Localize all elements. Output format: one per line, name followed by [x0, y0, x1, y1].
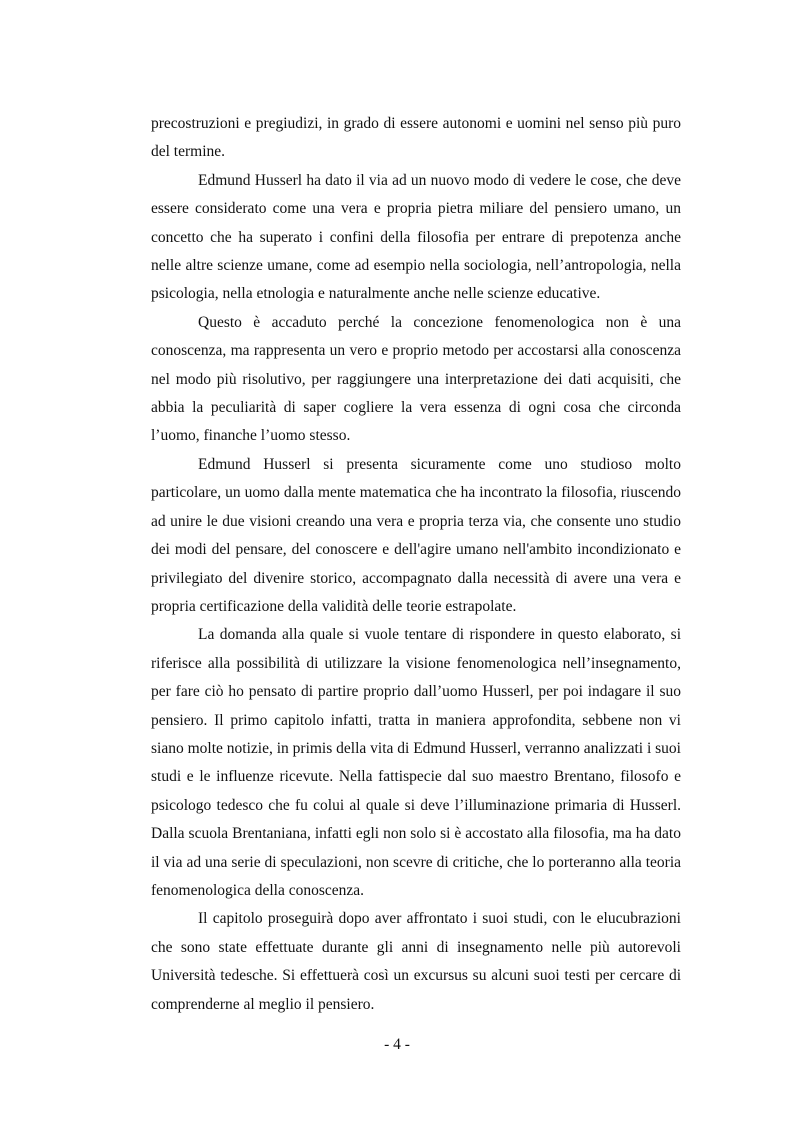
paragraph-continuation: precostruzioni e pregiudizi, in grado di essere autonomi e uomini nel senso più puro del termine. — [151, 115, 681, 161]
body-text — [151, 110, 681, 1019]
paragraph: Questo è accaduto perché la concezione fenomenologica non è una conoscenza, ma rappresenta un vero e proprio metodo per accostarsi alla conoscenza nel modo più risolutivo, per raggiungere una interpretazione dei dati acquisiti, che abbia la peculiarità di saper cogliere la vera essenza di ogni cosa che circonda l’uomo, finanche l’uomo stesso. — [151, 313, 681, 445]
page-number: - 4 - — [384, 1036, 410, 1053]
paragraph: Edmund Husserl si presenta sicuramente come uno studioso molto particolare, un uomo dalla mente matematica che ha incontrato la filosofia, riuscendo ad unire le due visioni creando una vera e propria terza via, che consente uno studio dei modi del pensare, del conoscere e dell'agire umano nell'ambito incondizionato e privilegiato del divenire storico, accompagnato dalla necessità di avere una vera e propria certificazione della validità delle teorie estrapolate. — [151, 455, 681, 615]
paragraph: Edmund Husserl ha dato il via ad un nuovo modo di vedere le cose, che deve essere considerato come una vera e propria pietra miliare del pensiero umano, un concetto che ha superato i confini della filosofia per entrare di prepotenza anche nelle altre scienze umane, come ad esempio nella sociologia, nell’antropologia, nella psicologia, nella etnologia e naturalmente anche nelle scienze educative. — [151, 171, 681, 303]
paragraph: Il capitolo proseguirà dopo aver affrontato i suoi studi, con le elucubrazioni che sono state effettuate durante gli anni di insegnamento nelle più autorevoli Università tedesche. Si effettuerà così un excursus su alcuni suoi testi per cercare di comprenderne al meglio il pensiero. — [151, 910, 681, 1013]
paragraph: La domanda alla quale si vuole tentare di rispondere in questo elaborato, si riferisce alla possibilità di utilizzare la visione fenomenologica nell’insegnamento, per fare ciò ho pensato di partire proprio dall’uomo Husserl, per poi indagare il suo pensiero. Il primo capitolo infatti, tratta in maniera approfondita, sebbene non vi siano molte notizie, in primis della vita di Edmund Husserl, verranno analizzati i suoi studi e le influenze ricevute. Nella fattispecie dal suo maestro Brentano, filosofo e psicologo tedesco che fu colui al quale si deve l’illuminazione primaria di Husserl. Dalla scuola Brentaniana, infatti egli non solo si è accostato alla filosofia, ma ha dato il via ad una serie di speculazioni, non scevre di critiche, che lo porteranno alla teoria fenomenologica della conoscenza. — [151, 626, 681, 899]
